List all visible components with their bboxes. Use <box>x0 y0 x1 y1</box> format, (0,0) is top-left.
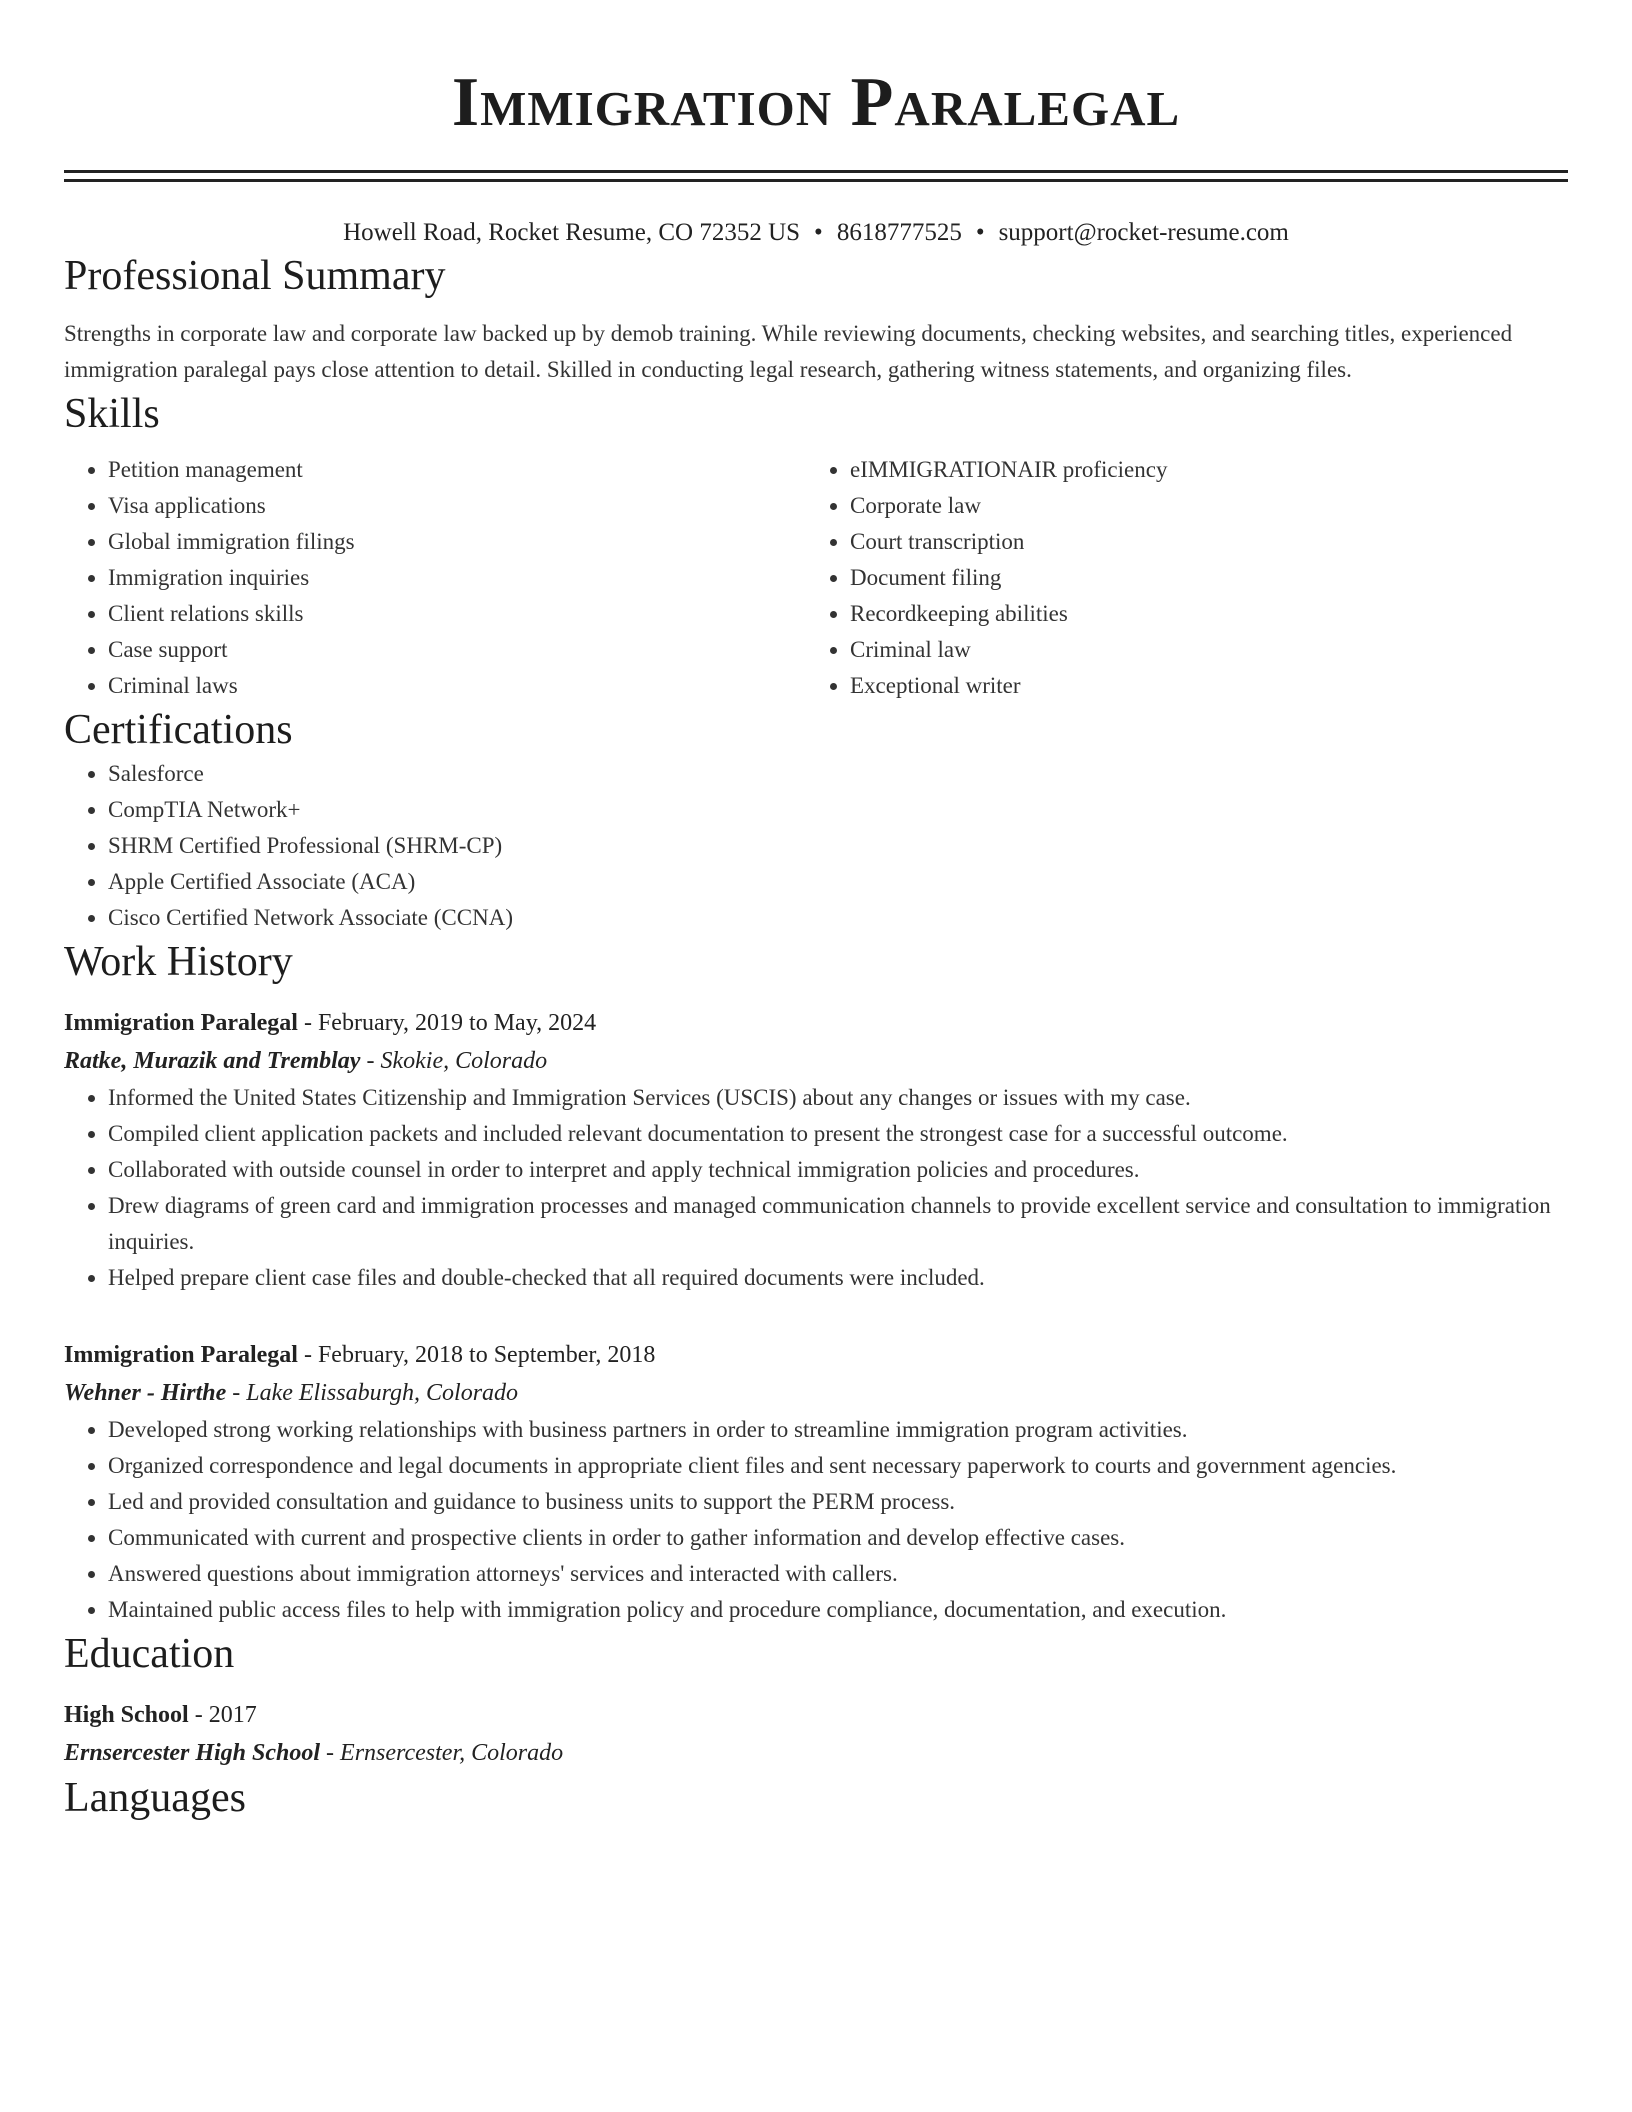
summary-heading: Professional Summary <box>64 253 446 299</box>
job-entry <box>64 1004 1568 1296</box>
job-dates: February, 2019 to May, 2024 <box>317 1010 597 1036</box>
header-rule-top <box>64 170 1568 173</box>
job-location: Lake Elissaburgh, Colorado <box>246 1380 519 1406</box>
header-rule-bottom <box>64 179 1568 182</box>
skill-item: • Visa applications <box>108 488 806 524</box>
job-company: Ratke, Murazik and Tremblay <box>64 1048 361 1074</box>
job-entry <box>64 1336 1568 1628</box>
job-duty: • Answered questions about immigration attorneys' services and interacted with callers. <box>108 1556 1568 1592</box>
skill-item: • Criminal law <box>850 632 1548 668</box>
skill-item: • Petition management <box>108 452 806 488</box>
education-heading: Education <box>64 1631 235 1677</box>
certification-item: • Salesforce <box>108 756 1568 792</box>
skills-list-left <box>64 452 806 704</box>
contact-separator: • <box>814 219 823 246</box>
skill-item: • Recordkeeping abilities <box>850 596 1548 632</box>
job-dash: - <box>226 1380 247 1406</box>
skill-item: • Exceptional writer <box>850 668 1548 704</box>
summary-text: Strengths in corporate law and corporate law backed up by demob training. While reviewing documents, checking websites, and searching titles, experienced immigration paralegal pays close attention to detail. Skilled in conducting legal research, gathering witness statements, and organizing files. <box>64 321 1513 382</box>
certification-item: • CompTIA Network+ <box>108 792 1568 828</box>
job-duties-list <box>64 1080 1568 1296</box>
job-dates: February, 2018 to September, 2018 <box>317 1342 656 1368</box>
job-duty: • Collaborated with outside counsel in order to interpret and apply technical immigration policies and procedures. <box>108 1152 1568 1188</box>
job-company: Wehner - Hirthe <box>64 1380 227 1406</box>
resume-name: Immigration Paralegal <box>451 64 1181 141</box>
job-header <box>64 1336 1568 1374</box>
job-duty: • Helped prepare client case files and double-checked that all required documents were included. <box>108 1260 1568 1296</box>
work-history-heading: Work History <box>64 939 293 985</box>
certification-item: • Cisco Certified Network Associate (CCNA) <box>108 900 1568 936</box>
job-employer <box>64 1374 1568 1412</box>
languages-heading: Languages <box>64 1775 246 1821</box>
job-duty: • Developed strong working relationships with business partners in order to streamline immigration program activities. <box>108 1412 1568 1448</box>
skills-list-right <box>806 452 1548 704</box>
skill-item: • eIMMIGRATIONAIR proficiency <box>850 452 1548 488</box>
education-location: Ernsercester, Colorado <box>340 1740 564 1766</box>
skills-heading: Skills <box>64 391 160 437</box>
skill-item: • Corporate law <box>850 488 1548 524</box>
skill-item: • Court transcription <box>850 524 1548 560</box>
education-school: Ernsercester High School <box>64 1740 321 1766</box>
job-duty: • Drew diagrams of green card and immigration processes and managed communication channels to provide excellent service and consultation to immigration inquiries. <box>108 1188 1568 1260</box>
job-duty: • Led and provided consultation and guidance to business units to support the PERM process. <box>108 1484 1568 1520</box>
education-dash: - <box>320 1740 341 1766</box>
skill-item: • Criminal laws <box>108 668 806 704</box>
job-role: Immigration Paralegal <box>64 1342 298 1368</box>
education-dash: - <box>188 1702 209 1728</box>
job-duty: • Informed the United States Citizenship and Immigration Services (USCIS) about any changes or issues with my case. <box>108 1080 1568 1116</box>
job-employer <box>64 1042 1568 1080</box>
job-dash: - <box>360 1048 381 1074</box>
skills-column-left <box>64 452 806 704</box>
education-degree: High School <box>64 1702 189 1728</box>
education-year: 2017 <box>208 1702 257 1728</box>
job-duty: • Communicated with current and prospective clients in order to gather information and develop effective cases. <box>108 1520 1568 1556</box>
certification-item: • SHRM Certified Professional (SHRM-CP) <box>108 828 1568 864</box>
contact-phone: 8618777525 <box>836 219 962 246</box>
skill-item: • Document filing <box>850 560 1548 596</box>
skill-item: • Immigration inquiries <box>108 560 806 596</box>
skill-item: • Client relations skills <box>108 596 806 632</box>
job-duty: • Compiled client application packets and included relevant documentation to present the strongest case for a successful outcome. <box>108 1116 1568 1152</box>
contact-separator: • <box>975 219 985 246</box>
job-header <box>64 1004 1568 1042</box>
job-duty: • Maintained public access files to help with immigration policy and procedure compliance, documentation, and execution. <box>108 1592 1568 1628</box>
skills-column-right <box>806 452 1548 704</box>
resume-page <box>64 0 1568 1824</box>
job-duties-list <box>64 1412 1568 1628</box>
education-header <box>64 1696 1568 1734</box>
education-entry <box>64 1696 1568 1772</box>
job-role: Immigration Paralegal <box>64 1010 298 1036</box>
contact-email: support@rocket-resume.com <box>998 219 1289 246</box>
certifications-list <box>64 756 1568 936</box>
job-duty: • Organized correspondence and legal documents in appropriate client files and sent necessary paperwork to courts and government agencies. <box>108 1448 1568 1484</box>
contact-address: Howell Road, Rocket Resume, CO 72352 US <box>343 219 801 246</box>
job-dash: - <box>297 1010 318 1036</box>
job-location: Skokie, Colorado <box>380 1048 548 1074</box>
skills-columns <box>64 452 1568 704</box>
contact-line <box>64 216 1568 250</box>
job-dash: - <box>297 1342 318 1368</box>
skill-item: • Global immigration filings <box>108 524 806 560</box>
skill-item: • Case support <box>108 632 806 668</box>
certification-item: • Apple Certified Associate (ACA) <box>108 864 1568 900</box>
education-school-line <box>64 1734 1568 1772</box>
certifications-heading: Certifications <box>64 707 293 753</box>
